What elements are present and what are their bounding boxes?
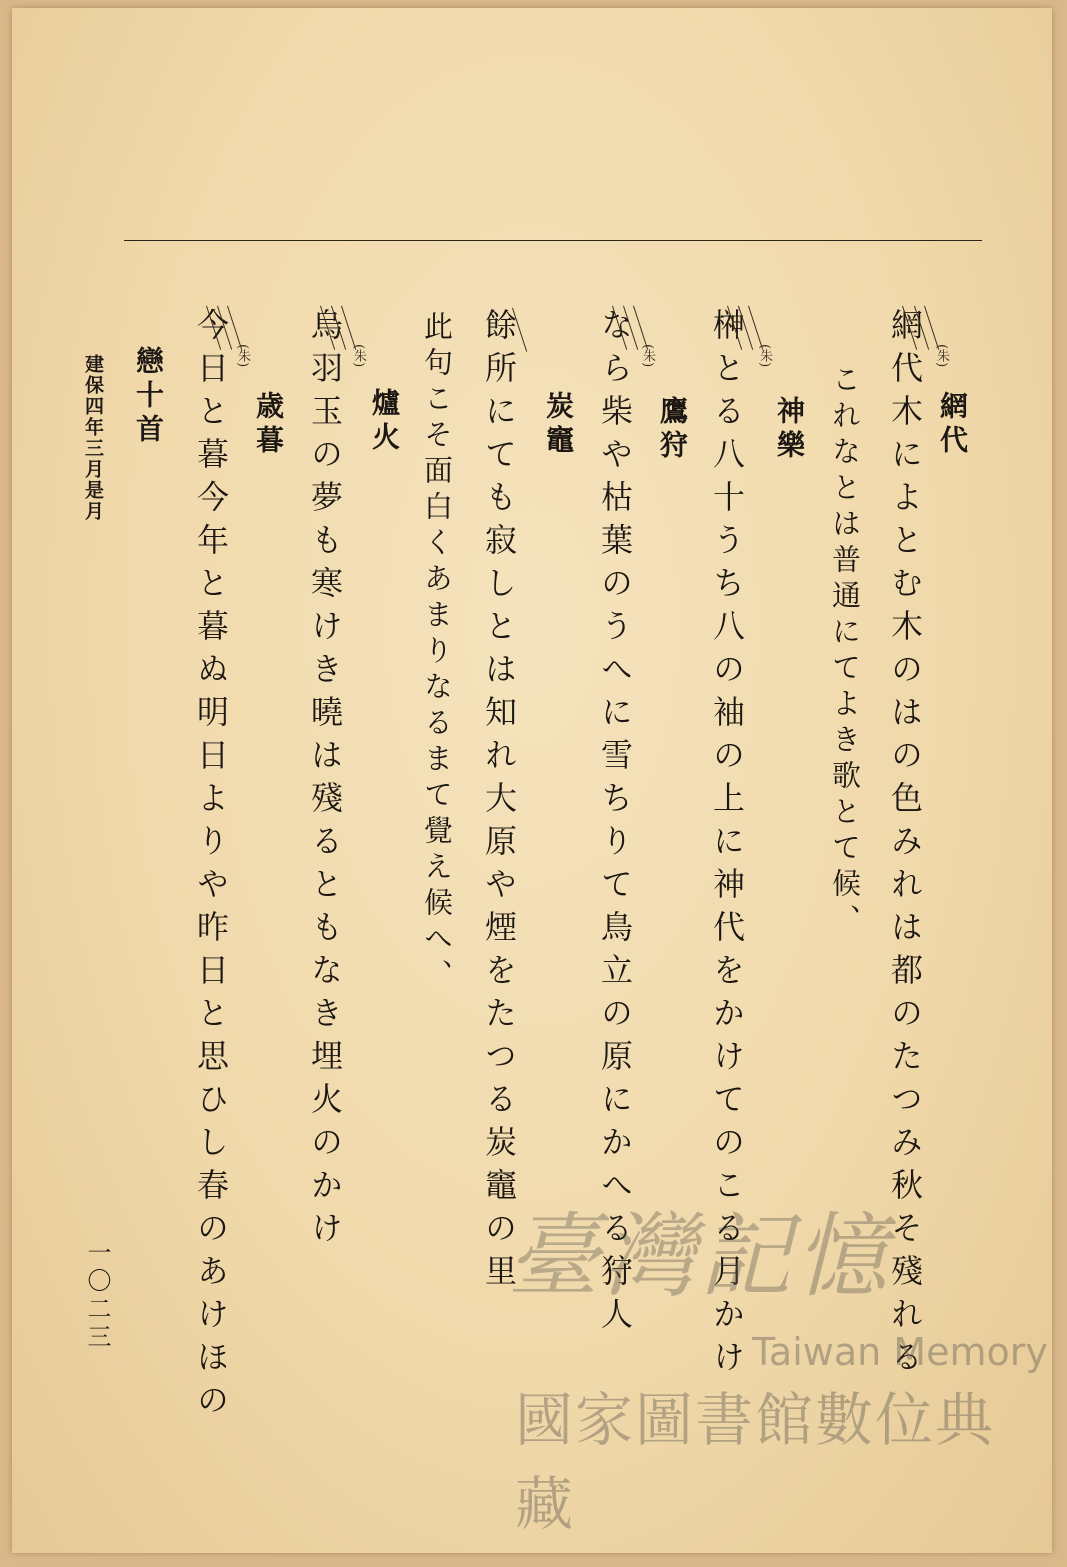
poem-title: 歳暮 (252, 391, 285, 459)
commentary: 此句こそ面白くあまりなるまて覺え候へ、 (420, 311, 454, 995)
annotation-mark: (朱) (757, 344, 772, 368)
watermark-subtitle: 國家圖書館數位典藏 (515, 1386, 996, 1538)
poem-title: 神樂 (773, 396, 806, 464)
poem-verse: 烏羽玉の夢も寒けき曉は殘るともなき埋火のかけ (306, 308, 344, 1254)
date-line: 建保四年三月是月 (82, 354, 104, 522)
annotation-mark: (朱) (235, 344, 250, 368)
poem-title: 爐火 (368, 388, 401, 456)
commentary: これなとは普通にてよき歌とて候、 (828, 364, 862, 940)
poem-title: 戀十首 (132, 346, 165, 448)
poem-title: 鷹狩 (656, 396, 689, 464)
poem-verse: なら柴や枯葉のうへに雪ちりて鳥立の原にかへる狩人 (596, 308, 634, 1340)
poem-title: 網代 (936, 391, 969, 459)
page-number: 一〇二三 (83, 1240, 111, 1352)
watermark-en-title: Taiwan Memory (752, 1330, 1048, 1374)
annotation-mark: (朱) (934, 344, 949, 368)
annotation-mark: (朱) (351, 344, 366, 368)
poem-verse: 今日と暮今年と暮ぬ明日よりや昨日と思ひし春のあけほの (192, 308, 230, 1426)
poem-verse: 網代木によとむ木のはの色みれは都のたつみ秋そ殘れる (886, 308, 924, 1383)
document-page (12, 8, 1052, 1553)
poem-verse: 榊とる八十うち八の袖の上に神代をかけてのこる月かけ (708, 308, 746, 1383)
poem-title: 炭竈 (542, 391, 575, 459)
annotation-mark: (朱) (640, 344, 655, 368)
watermark-cn-logo: 臺灣記憶 (507, 1203, 892, 1310)
header-rule (124, 240, 982, 241)
poem-verse: 餘所にても寂しとは知れ大原や煙をたつる炭竈の里 (480, 308, 518, 1297)
